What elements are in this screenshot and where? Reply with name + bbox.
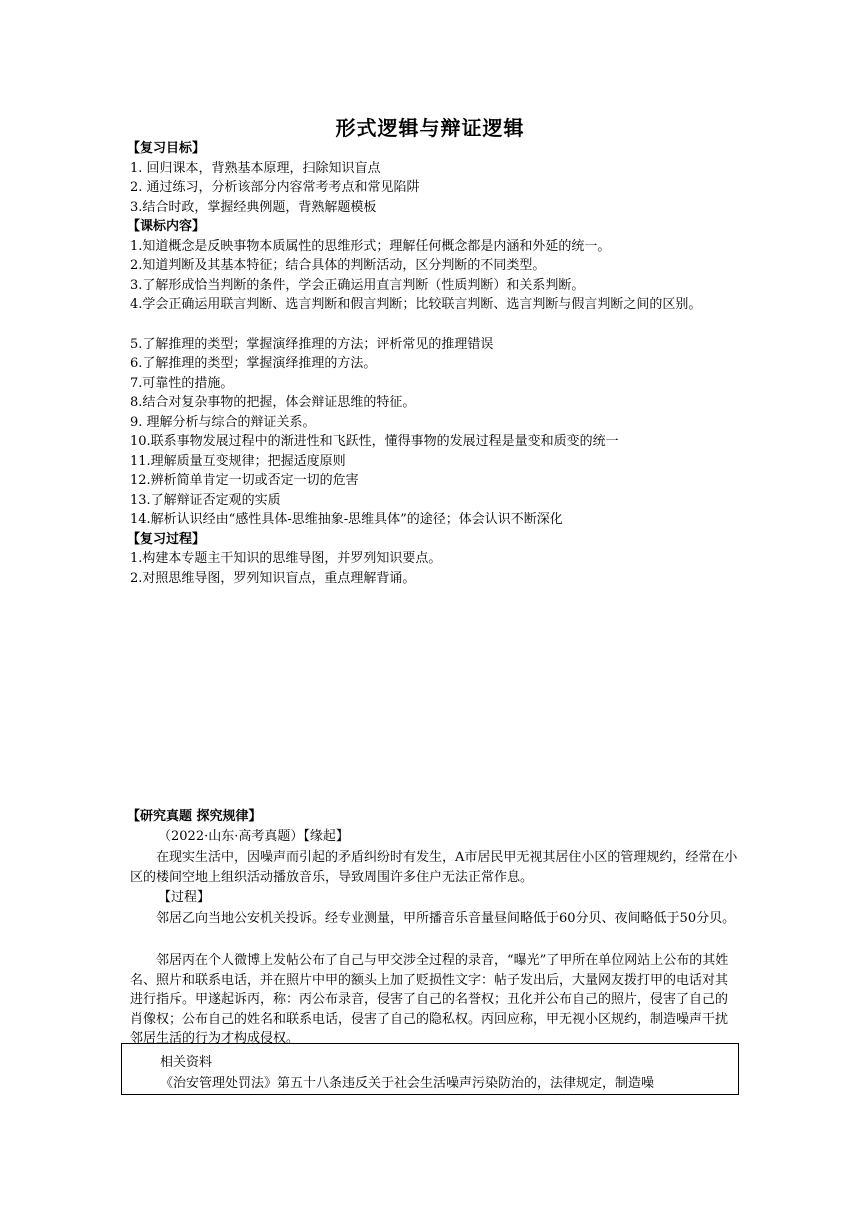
research-source: （2022·山东·高考真题）【缘起】 xyxy=(158,829,349,844)
materials-label: 相关资料 xyxy=(160,1055,213,1070)
curriculum-item: 5.了解推理的类型；掌握演绎推理的方法；评析常见的推理错误 xyxy=(130,337,494,352)
review-goal-item: 1. 回归课本，背熟基本原理，扫除知识盲点 xyxy=(130,161,381,176)
related-materials-box xyxy=(121,1043,739,1095)
research-paragraph: 邻居丙在个人微博上发帖公布了自己与甲交涉全过程的录音，“曝光”了甲所在单位网站上公布的其姓名、照片和联系电话，并在照片中甲的额头上加了贬损性文字：帖子发出后，大量网友拨打甲的电话对其进行指斥。甲遂起诉丙，称：丙公布录音，侵害了自己的名誉权；丑化并公布自己的照片，侵害了自己的肖像权；公布自己的姓名和联系电话，侵害了自己的隐私权。丙回应称，甲无视小区规约，制造噪声干扰邻居生活的行为才构成侵权。 xyxy=(130,953,729,1046)
process-label: 【过程】 xyxy=(158,890,211,905)
review-goal-item: 2. 通过练习，分析该部分内容常考考点和常见陷阱 xyxy=(130,180,420,195)
curriculum-item: 13.了解辩证否定观的实质 xyxy=(130,493,281,508)
curriculum-item: 1.知道概念是反映事物本质属性的思维形式；理解任何概念都是内涵和外延的统一。 xyxy=(130,239,611,254)
research-paragraph: 邻居乙向当地公安机关投诉。经专业测量，甲所播音乐音量昼间略低于60分贝、夜间略低于50分贝。 xyxy=(156,911,736,926)
curriculum-item: 14.解析认识经由“感性具体-思维抽象-思维具体”的途径；体会认识不断深化 xyxy=(130,512,563,527)
review-goals-heading: 【复习目标】 xyxy=(127,141,206,156)
curriculum-item: 7.可靠性的措施。 xyxy=(130,376,234,391)
curriculum-item: 4.学会正确运用联言判断、选言判断和假言判断；比较联言判断、选言判断与假言判断之间的区别。 xyxy=(130,297,702,312)
curriculum-item: 9. 理解分析与综合的辩证关系。 xyxy=(130,415,316,430)
materials-text: 《治安管理处罚法》第五十八条违反关于社会生活噪声污染防治的，法律规定，制造噪 xyxy=(160,1076,655,1091)
research-heading: 【研究真题 探究规律】 xyxy=(127,809,262,824)
curriculum-item: 3.了解形成恰当判断的条件，学会正确运用直言判断（性质判断）和关系判断。 xyxy=(130,278,585,293)
curriculum-item: 2.知道判断及其基本特征；结合具体的判断活动，区分判断的不同类型。 xyxy=(130,258,546,273)
process-item: 2.对照思维导图，罗列知识盲点，重点理解背诵。 xyxy=(130,571,416,586)
curriculum-item: 10.联系事物发展过程中的渐进性和飞跃性，懂得事物的发展过程是量变和质变的统一 xyxy=(130,434,619,449)
curriculum-heading: 【课标内容】 xyxy=(127,219,206,234)
curriculum-item: 8.结合对复杂事物的把握，体会辩证思维的特征。 xyxy=(130,395,416,410)
curriculum-item: 6.了解推理的类型；掌握演绎推理的方法。 xyxy=(130,356,377,371)
process-item: 1.构建本专题主干知识的思维导图，并罗列知识要点。 xyxy=(130,551,442,566)
research-paragraph: 在现实生活中，因噪声而引起的矛盾纠纷时有发生，A市居民甲无视其居住小区的管理规约，经常在小区的楼间空地上组织活动播放音乐，导致周围许多住户无法正常作息。 xyxy=(130,850,738,885)
review-goal-item: 3.结合时政，掌握经典例题，背熟解题模板 xyxy=(130,200,377,215)
curriculum-item: 12.辨析简单肯定一切或否定一切的危害 xyxy=(130,473,359,488)
page-title: 形式逻辑与辩证逻辑 xyxy=(335,116,525,140)
curriculum-item: 11.理解质量互变规律；把握适度原则 xyxy=(130,454,346,469)
process-heading: 【复习过程】 xyxy=(127,532,206,547)
